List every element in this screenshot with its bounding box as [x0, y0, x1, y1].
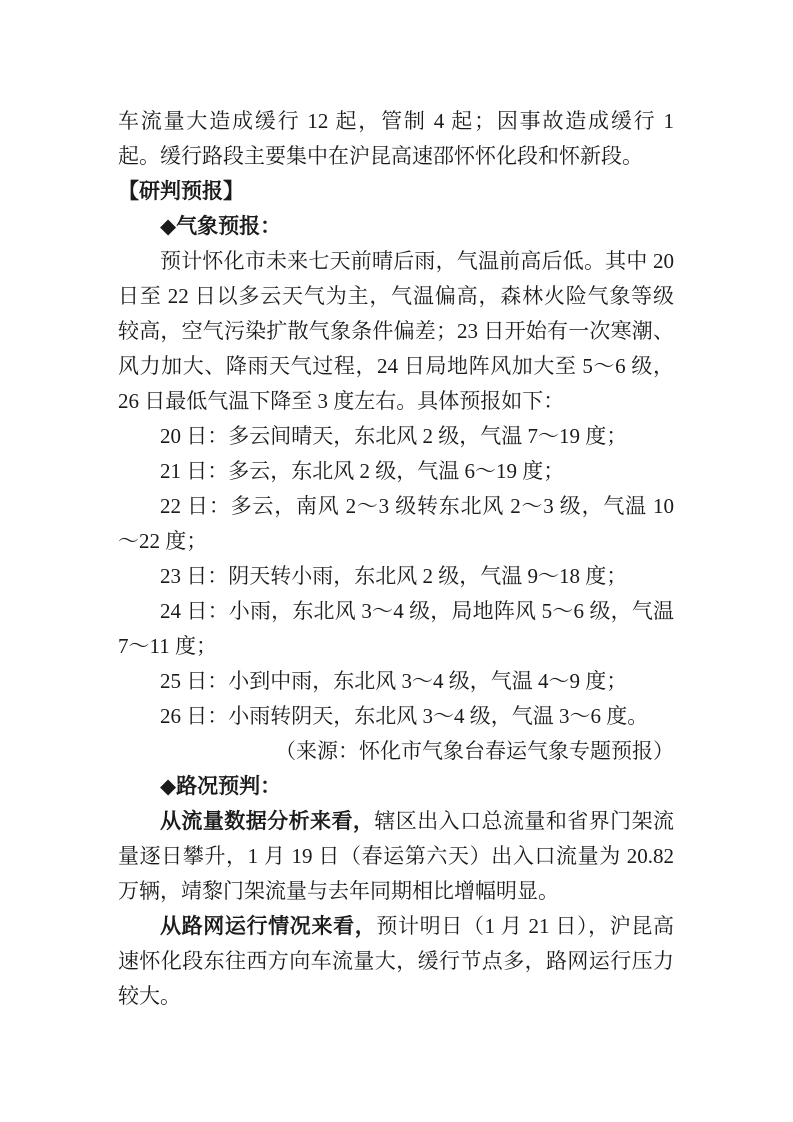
forecast-line-day25: 25 日：小到中雨，东北风 3～4 级，气温 4～9 度；: [160, 669, 628, 693]
carryover-paragraph: 车流量大造成缓行 12 起，管制 4 起；因事故造成缓行 1 起。缓行路段主要集中在沪昆高速邵怀怀化段和怀新段。: [118, 109, 674, 168]
network-operation-text: 预计明日（1 月 21 日），沪昆高速怀化段东往西方向车流量大，缓行节点多，路网运行压力较大。: [118, 914, 675, 1008]
document-body: [118, 104, 674, 1014]
forecast-line-day26: 26 日：小雨转阴天，东北风 3～4 级，气温 3～6 度。: [160, 704, 649, 728]
forecast-line-day24: 24 日：小雨，东北风 3～4 级，局地阵风 5～6 级，气温 7～11 度；: [118, 599, 674, 658]
weather-intro-paragraph: 预计怀化市未来七天前晴后雨，气温前高后低。其中 20 日至 22 日以多云天气为主，气温偏高，森林火险气象等级较高，空气污染扩散气象条件偏差；23 日开始有一次寒潮、风力加大、降雨天气过程，24 日局地阵风加大至 5～6 级，26 日最低气温下降至 3 度左右。具体预报如下：: [118, 249, 674, 413]
source-note: （来源：怀化市气象台春运气象专题预报）: [275, 739, 674, 763]
flow-analysis-text: 辖区出入口总流量和省界门架流量逐日攀升，1 月 19 日（春运第六天）出入口流量为 20.82 万辆，靖黎门架流量与去年同期相比增幅明显。: [118, 809, 675, 903]
weather-forecast-heading: ◆气象预报：: [160, 215, 282, 238]
forecast-line-day20: 20 日：多云间晴天，东北风 2 级，气温 7～19 度；: [160, 424, 628, 448]
forecast-line-day23: 23 日：阴天转小雨，东北风 2 级，气温 9～18 度；: [160, 564, 628, 588]
section-heading: 【研判预报】: [118, 180, 244, 203]
flow-analysis-paragraph: [118, 804, 674, 909]
road-condition-heading: ◆路况预判：: [160, 775, 282, 798]
forecast-line-day22: 22 日：多云，南风 2～3 级转东北风 2～3 级，气温 10～22 度；: [118, 494, 674, 553]
forecast-line-day21: 21 日：多云，东北风 2 级，气温 6～19 度；: [160, 459, 565, 483]
network-operation-lead: 从路网运行情况来看，: [160, 915, 377, 938]
network-operation-paragraph: [118, 909, 674, 1014]
flow-analysis-lead: 从流量数据分析来看，: [160, 810, 375, 833]
